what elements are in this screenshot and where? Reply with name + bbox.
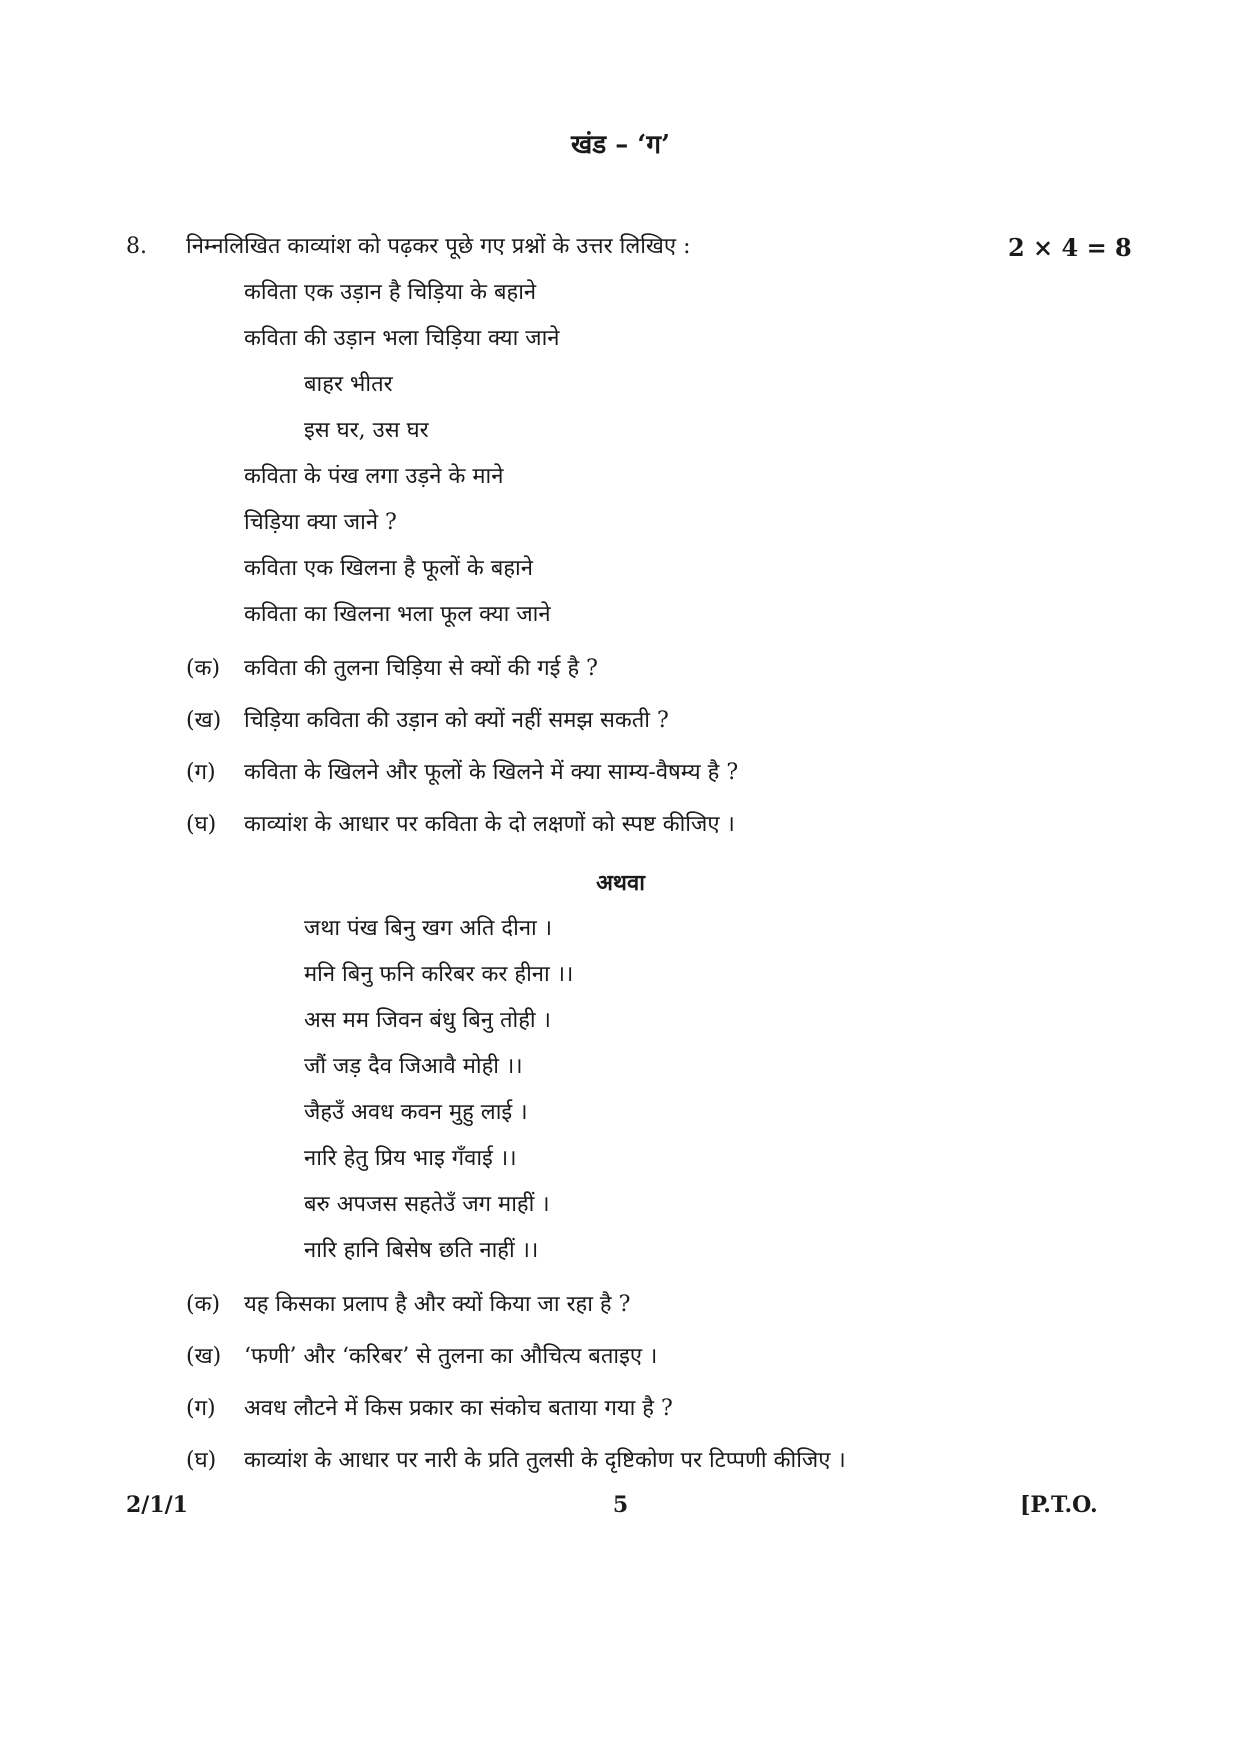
sub-question-text: कविता की तुलना चिड़िया से क्यों की गई है ? <box>244 656 598 681</box>
sub-question-text: चिड़िया कविता की उड़ान को क्यों नहीं समझ सकती ? <box>244 708 669 733</box>
sub-question-text: काव्यांश के आधार पर कविता के दो लक्षणों को स्पष्ट कीजिए । <box>244 812 735 837</box>
poem-line: बाहर भीतर <box>304 372 393 397</box>
poem-line: जौं जड़ दैव जिआवै मोही ।। <box>304 1054 523 1079</box>
sub-question-label: (क) <box>186 1292 221 1317</box>
poem-line: जैहउँ अवध कवन मुहु लाई । <box>304 1100 528 1125</box>
sub-question-label: (ग) <box>186 760 216 785</box>
sub-question-label: (ग) <box>186 1396 216 1421</box>
poem-line: मनि बिनु फनि करिबर कर हीना ।। <box>304 962 574 987</box>
sub-question-text: ‘फणी’ और ‘करिबर’ से तुलना का औचित्य बताइए । <box>244 1344 658 1369</box>
poem-line: इस घर, उस घर <box>304 418 429 443</box>
sub-question-label: (ख) <box>186 708 222 733</box>
poem-line: अस मम जिवन बंधु बिनु तोही । <box>304 1008 551 1033</box>
question-marks: 2 × 4 = 8 <box>1008 233 1132 262</box>
sub-question-text: यह किसका प्रलाप है और क्यों किया जा रहा है ? <box>244 1292 631 1317</box>
question-instruction: निम्नलिखित काव्यांश को पढ़कर पूछे गए प्रश्नों के उत्तर लिखिए : <box>186 234 691 259</box>
question-number: 8. <box>126 234 147 259</box>
sub-question-label: (क) <box>186 656 221 681</box>
poem-line: कविता का खिलना भला फूल क्या जाने <box>244 602 551 627</box>
sub-question-label: (घ) <box>186 1448 217 1473</box>
poem-line: चिड़िया क्या जाने ? <box>244 510 397 535</box>
pto-label: [P.T.O. <box>1020 1492 1098 1518</box>
poem-line: कविता के पंख लगा उड़ने के माने <box>244 464 504 489</box>
poem-line: नारि हानि बिसेष छति नाहीं ।। <box>304 1238 539 1263</box>
poem-line: जथा पंख बिनु खग अति दीना । <box>304 916 553 941</box>
poem-line: नारि हेतु प्रिय भाइ गँवाई ।। <box>304 1146 517 1171</box>
poem-line: बरु अपजस सहतेउँ जग माहीं । <box>304 1192 550 1217</box>
paper-code: 2/1/1 <box>126 1492 188 1518</box>
sub-question-text: काव्यांश के आधार पर नारी के प्रति तुलसी के दृष्टिकोण पर टिप्पणी कीजिए । <box>244 1448 846 1473</box>
sub-question-label: (घ) <box>186 812 217 837</box>
page-number: 5 <box>612 1492 629 1518</box>
sub-question-text: अवध लौटने में किस प्रकार का संकोच बताया गया है ? <box>244 1396 673 1421</box>
section-title: खंड – ‘ग’ <box>570 130 671 160</box>
poem-line: कविता एक उड़ान है चिड़िया के बहाने <box>244 280 537 305</box>
poem-line: कविता एक खिलना है फूलों के बहाने <box>244 556 533 581</box>
poem-line: कविता की उड़ान भला चिड़िया क्या जाने <box>244 326 560 351</box>
sub-question-text: कविता के खिलने और फूलों के खिलने में क्या साम्य-वैषम्य है ? <box>244 760 739 785</box>
or-label: अथवा <box>596 870 645 896</box>
sub-question-label: (ख) <box>186 1344 222 1369</box>
